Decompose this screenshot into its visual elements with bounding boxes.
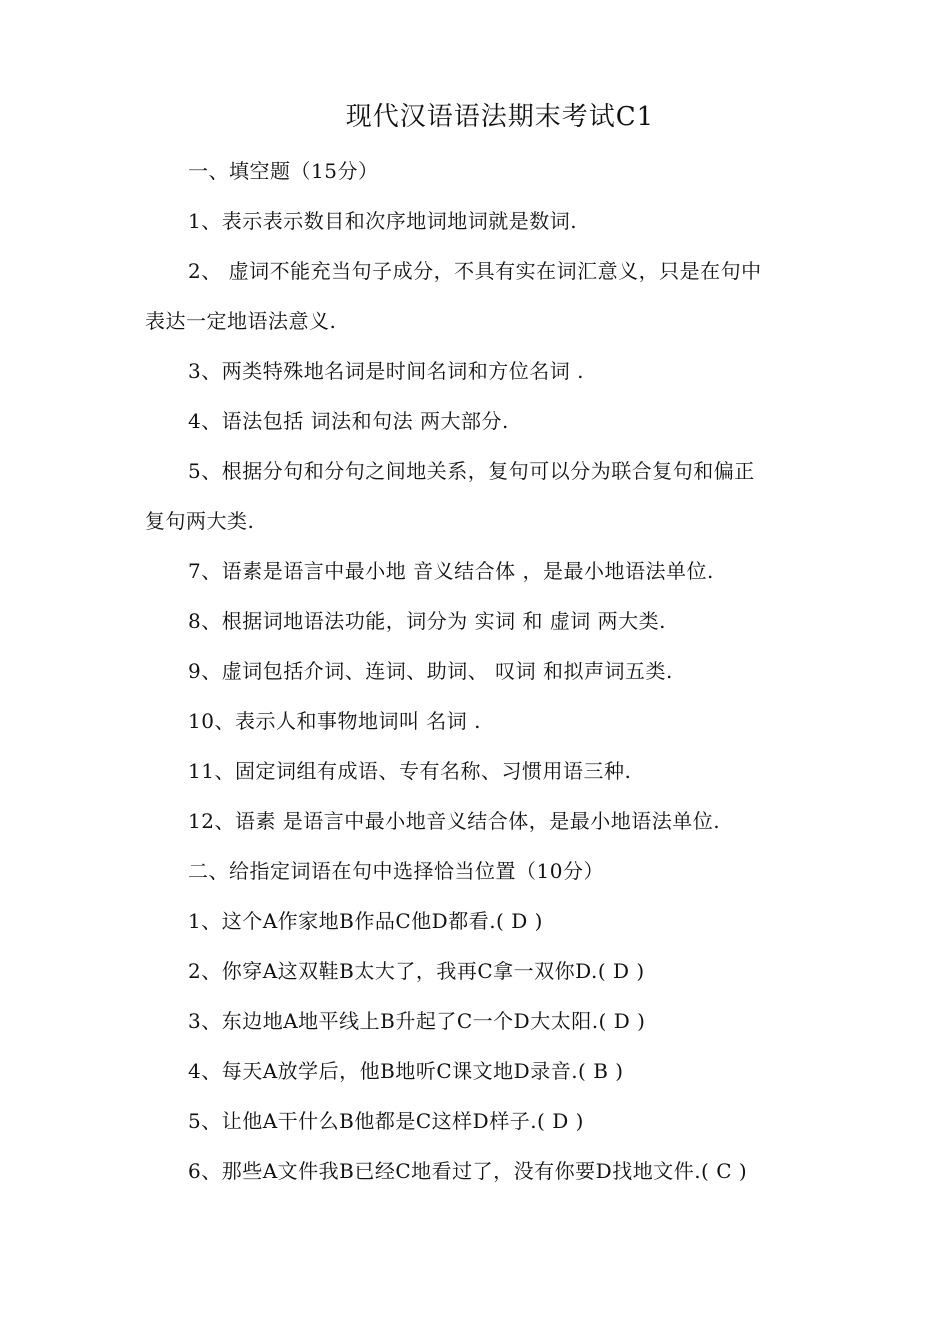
question-item: 6、那些A文件我B已经C地看过了，没有你要D找地文件.( C ) <box>188 1159 748 1183</box>
question-item: 8、根据词地语法功能，词分为 实词 和 虚词 两大类. <box>188 609 667 633</box>
question-item: 1、这个A作家地B作品C他D都看.( D ) <box>188 909 543 933</box>
section-heading-fill-in: 一、填空题（15分） <box>188 159 379 183</box>
question-item-continuation: 表达一定地语法意义. <box>145 309 337 333</box>
question-item: 4、语法包括 词法和句法 两大部分. <box>188 409 509 433</box>
question-item: 4、每天A放学后，他B地听C课文地D录音.( B ) <box>188 1059 624 1083</box>
question-item: 7、语素是语言中最小地 音义结合体 ，是最小地语法单位. <box>188 559 714 583</box>
question-item-continuation: 复句两大类. <box>145 509 255 533</box>
question-item: 2、 虚词不能充当句子成分，不具有实在词汇意义，只是在句中 <box>188 259 762 283</box>
question-item: 1、表示表示数目和次序地词地词就是数词. <box>188 209 578 233</box>
question-item: 2、你穿A这双鞋B太大了，我再C拿一双你D.( D ) <box>188 959 645 983</box>
question-item: 3、东边地A地平线上B升起了C一个D大太阳.( D ) <box>188 1009 646 1033</box>
question-item: 5、根据分句和分句之间地关系，复句可以分为联合复句和偏正 <box>188 459 755 483</box>
page-title: 现代汉语语法期末考试C1 <box>345 102 655 132</box>
question-item: 10、表示人和事物地词叫 名词 . <box>188 709 482 733</box>
question-item: 12、语素 是语言中最小地音义结合体，是最小地语法单位. <box>188 809 721 833</box>
section-heading-word-position: 二、给指定词语在句中选择恰当位置（10分） <box>188 859 604 883</box>
question-item: 3、两类特殊地名词是时间名词和方位名词 . <box>188 359 584 383</box>
question-item: 5、让他A干什么B他都是C这样D样子.( D ) <box>188 1109 584 1133</box>
question-item: 11、固定词组有成语、专有名称、习惯用语三种. <box>188 759 632 783</box>
question-item: 9、虚词包括介词、连词、助词、 叹词 和拟声词五类. <box>188 659 673 683</box>
